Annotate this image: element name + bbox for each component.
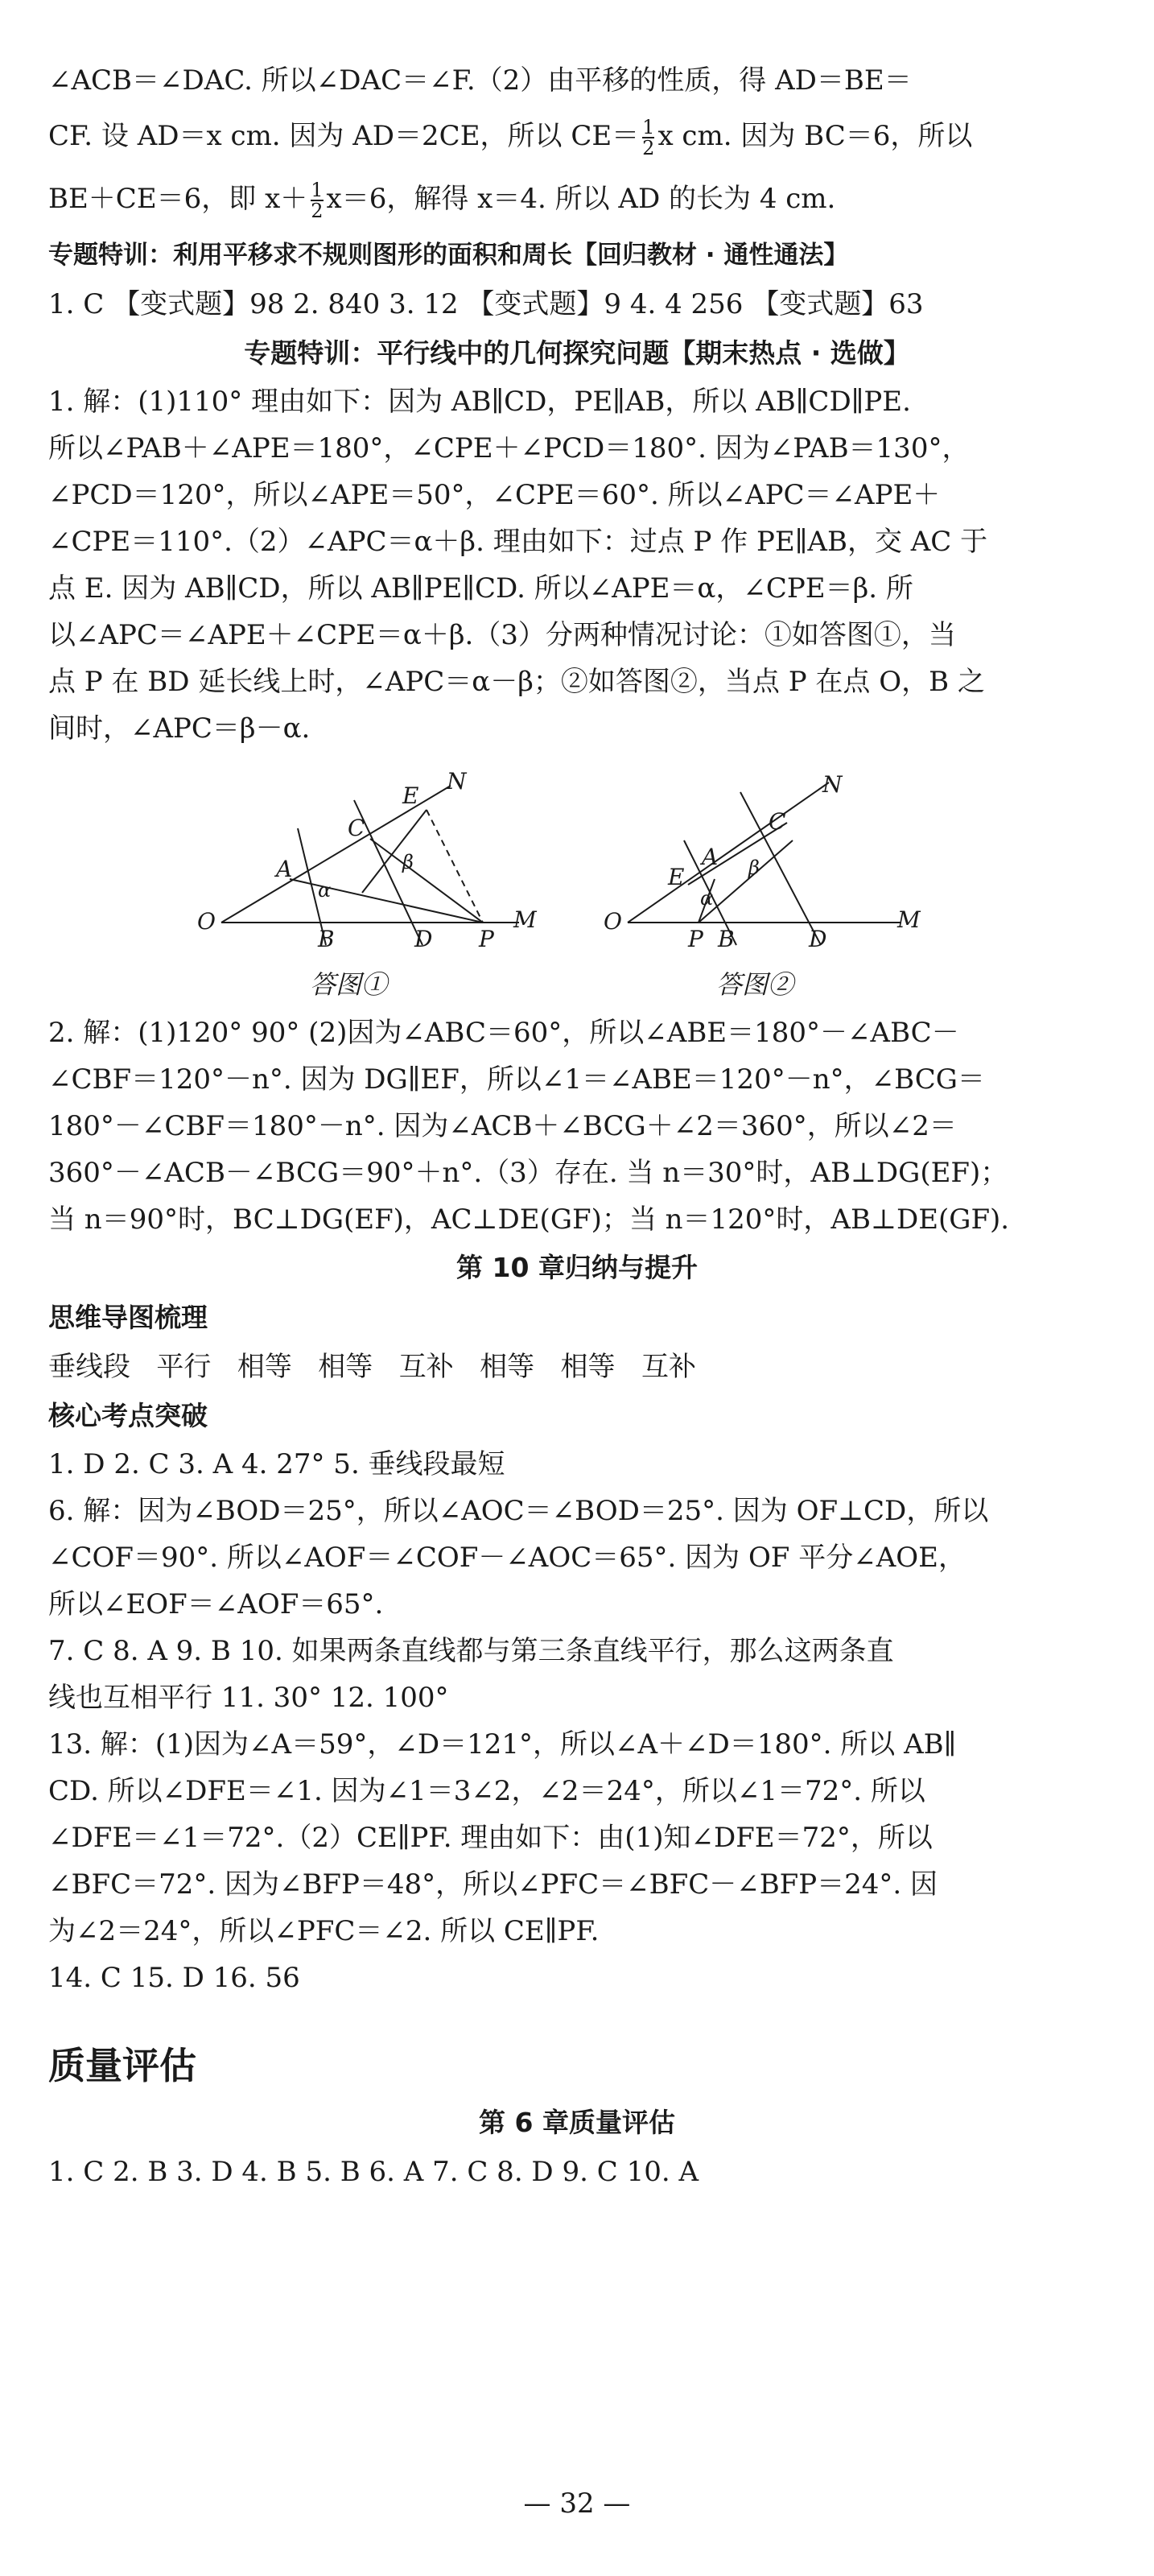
- subsection-heading: 核心考点突破: [48, 1400, 208, 1431]
- label-m: M: [513, 906, 537, 933]
- label-beta: β: [748, 857, 760, 879]
- text-line: 360°－∠ACB－∠BCG＝90°＋n°.（3）存在. 当 n＝30°时，AB⊥DG(EF)；: [48, 1157, 1008, 1189]
- text-line: ∠CPE＝110°.（2）∠APC＝α＋β. 理由如下：过点 P 作 PE∥AB，交 AC 于: [48, 526, 988, 558]
- label-n: N: [822, 771, 843, 798]
- geometry-figures: [48, 768, 1106, 1009]
- text-line: ∠BFC＝72°. 因为∠BFP＝48°，所以∠PFC＝∠BFC－∠BFP＝24°. 因: [48, 1868, 938, 1901]
- text-line: 180°－∠CBF＝180°－n°. 因为∠ACB＋∠BCG＋∠2＝360°，所以∠2＝: [48, 1110, 957, 1142]
- label-a: A: [276, 856, 293, 882]
- fraction: [642, 118, 654, 158]
- text-line: 当 n＝90°时，BC⊥DG(EF)，AC⊥DE(GF)；当 n＝120°时，AB⊥DE(GF).: [48, 1203, 1010, 1236]
- text-segment: x＝6，解得 x＝4. 所以 AD 的长为 4 cm.: [326, 183, 836, 215]
- text-line: 为∠2＝24°，所以∠PFC＝∠2. 所以 CE∥PF.: [48, 1915, 600, 1947]
- fraction-numerator: 1: [642, 116, 655, 138]
- text-line: 7. C 8. A 9. B 10. 如果两条直线都与第三条直线平行，那么这两条直: [48, 1635, 894, 1667]
- answer-line: 1. C 2. B 3. D 4. B 5. B 6. A 7. C 8. D 9. C 10. A: [48, 2156, 699, 2188]
- segment-ae: [362, 810, 427, 893]
- answer-line: 垂线段 平行 相等 相等 互补 相等 相等 互补: [48, 1351, 696, 1383]
- label-alpha: α: [700, 887, 714, 910]
- text-line: ∠PCD＝120°，所以∠APE＝50°，∠CPE＝60°. 所以∠APC＝∠APE＋: [48, 479, 941, 511]
- label-beta: β: [402, 851, 414, 873]
- fraction-denominator: 2: [311, 200, 324, 222]
- text-line: [48, 167, 1106, 230]
- text-line: [48, 105, 1106, 167]
- fraction-numerator: 1: [311, 179, 324, 201]
- fraction-denominator: 2: [642, 137, 655, 159]
- text-line: ∠ACB＝∠DAC. 所以∠DAC＝∠F.（2）由平移的性质，得 AD＝BE＝: [48, 64, 912, 97]
- text-line: 点 E. 因为 AB∥CD，所以 AB∥PE∥CD. 所以∠APE＝α，∠CPE＝β. 所: [48, 572, 913, 605]
- label-o: O: [604, 908, 622, 935]
- text-segment: CF. 设 AD＝x cm. 因为 AD＝2CE，所以 CE＝: [48, 120, 640, 152]
- label-p: P: [688, 926, 703, 952]
- answer-line: 1. C 【变式题】98 2. 840 3. 12 【变式题】9 4. 4 256 【变式题】63: [48, 288, 924, 320]
- text-line: 间时，∠APC＝β－α.: [48, 712, 311, 745]
- text-line: 13. 解：(1)因为∠A＝59°，∠D＝121°，所以∠A＋∠D＝180°. 所以 AB∥: [48, 1728, 957, 1761]
- label-c: C: [769, 808, 786, 835]
- text-line: 6. 解：因为∠BOD＝25°，所以∠AOC＝∠BOD＝25°. 因为 OF⊥CD，所以: [48, 1495, 989, 1527]
- text-line: 1. 解：(1)110° 理由如下：因为 AB∥CD，PE∥AB，所以 AB∥CD∥PE.: [48, 386, 911, 418]
- figure-2-labels: [604, 771, 921, 1000]
- label-c: C: [348, 815, 365, 841]
- page-number: — 32 —: [523, 2487, 631, 2520]
- section-heading: 专题特训：利用平移求不规则图形的面积和周长【回归教材 · 通性通法】: [48, 241, 849, 270]
- text-line: ∠CBF＝120°－n°. 因为 DG∥EF，所以∠1＝∠ABE＝120°－n°，∠BCG＝: [48, 1063, 985, 1096]
- figure-caption: 答图①: [310, 969, 388, 1000]
- figure-1-labels: [197, 768, 538, 1000]
- text-line: ∠COF＝90°. 所以∠AOF＝∠COF－∠AOC＝65°. 因为 OF 平分∠AOE，: [48, 1542, 966, 1574]
- text-line: ∠DFE＝∠1＝72°.（2）CE∥PF. 理由如下：由(1)知∠DFE＝72°，所以: [48, 1822, 933, 1854]
- text-line: 1. D 2. C 3. A 4. 27° 5. 垂线段最短: [48, 1448, 505, 1480]
- text-line: 点 P 在 BD 延长线上时，∠APC＝α－β；②如答图②，当点 P 在点 O，B 之: [48, 666, 985, 698]
- text-line: CD. 所以∠DFE＝∠1. 因为∠1＝3∠2，∠2＝24°，所以∠1＝72°. 所以: [48, 1775, 925, 1807]
- fraction: [311, 180, 323, 221]
- figure-area: [48, 768, 1106, 1009]
- label-b: B: [718, 926, 735, 952]
- label-a: A: [702, 844, 719, 870]
- segment-pe-dashed: [427, 810, 483, 923]
- label-e: E: [402, 782, 419, 809]
- text-segment: x cm. 因为 BC＝6，所以: [657, 120, 973, 152]
- quality-heading: 质量评估: [48, 2044, 196, 2087]
- figure-caption: 答图②: [716, 969, 794, 1000]
- label-n: N: [447, 768, 467, 795]
- figure-1: [221, 786, 519, 945]
- text-line: 所以∠EOF＝∠AOF＝65°.: [48, 1588, 384, 1620]
- label-o: O: [197, 908, 216, 935]
- chapter-title: 第 6 章质量评估: [479, 2107, 675, 2138]
- label-p: P: [479, 926, 494, 952]
- label-d: D: [809, 926, 827, 952]
- text-line: 线也互相平行 11. 30° 12. 100°: [48, 1682, 449, 1714]
- label-e: E: [668, 864, 685, 890]
- section-heading: 专题特训：平行线中的几何探究问题【期末热点 · 选做】: [244, 337, 910, 369]
- label-alpha: α: [318, 879, 332, 902]
- label-m: M: [897, 906, 921, 933]
- text-line: 所以∠PAB＋∠APE＝180°，∠CPE＋∠PCD＝180°. 因为∠PAB＝130°，: [48, 432, 970, 464]
- subsection-heading: 思维导图梳理: [48, 1302, 208, 1333]
- chapter-title: 第 10 章归纳与提升: [456, 1252, 698, 1283]
- label-d: D: [414, 926, 433, 952]
- text-line: 14. C 15. D 16. 56: [48, 1962, 300, 1994]
- label-b: B: [318, 926, 335, 952]
- text-line: 以∠APC＝∠APE＋∠CPE＝α＋β.（3）分两种情况讨论：①如答图①，当: [48, 619, 956, 651]
- text-segment: BE＋CE＝6，即 x＋: [48, 183, 308, 215]
- text-line: 2. 解：(1)120° 90° (2)因为∠ABC＝60°，所以∠ABE＝180°－∠ABC－: [48, 1017, 959, 1049]
